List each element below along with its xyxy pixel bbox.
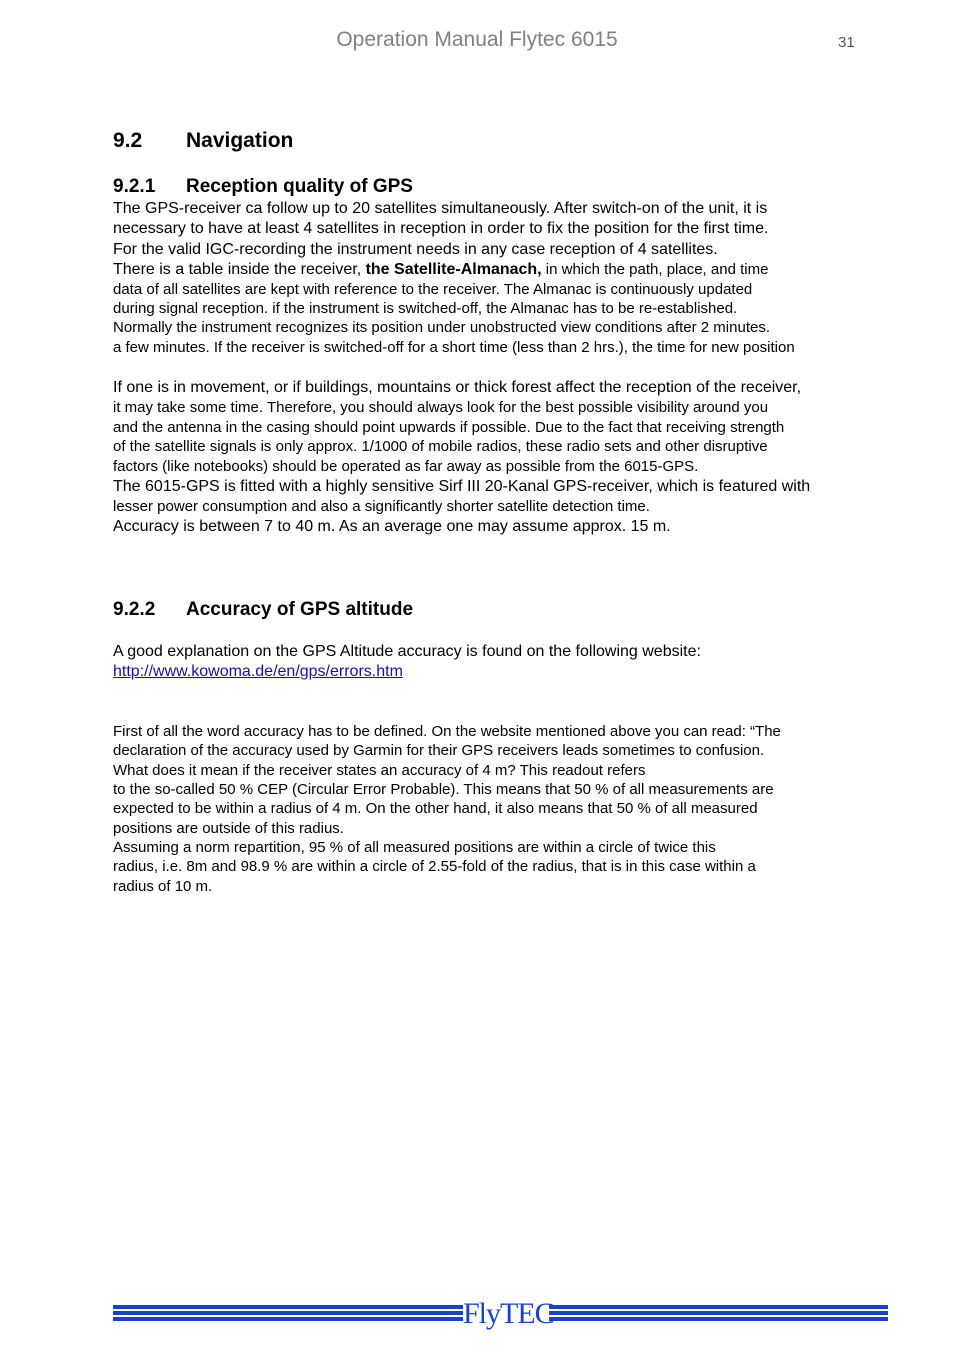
- body-line: it may take some time. Therefore, you should always look for the best possible visibility around you: [113, 399, 769, 416]
- body-line: expected to be within a radius of 4 m. On the other hand, it also means that 50 % of all measured: [113, 800, 758, 817]
- body-line: A good explanation on the GPS Altitude accuracy is found on the following website:: [113, 643, 701, 660]
- body-line: to the so-called 50 % CEP (Circular Error Probable). This means that 50 % of all measurements are: [113, 781, 774, 798]
- body-line: radius, i.e. 8m and 98.9 % are within a circle of 2.55-fold of the radius, that is in this case within a: [113, 858, 756, 875]
- body-line: If one is in movement, or if buildings, mountains or thick forest affect the reception of the receiver,: [113, 379, 802, 396]
- kowoma-link[interactable]: http://www.kowoma.de/en/gps/errors.htm: [113, 663, 403, 680]
- body-line: data of all satellites are kept with reference to the receiver. The Almanac is continuously updated: [113, 281, 753, 298]
- body-line: Normally the instrument recognizes its position under unobstructed view conditions after 2 minutes.: [113, 319, 770, 336]
- subsection-title: Reception quality of GPS: [186, 176, 413, 197]
- body-line: factors (like notebooks) should be operated as far away as possible from the 6015-GPS.: [113, 458, 699, 475]
- body-line: of the satellite signals is only approx. 1/1000 of mobile radios, these radio sets and other disruptive: [113, 438, 768, 455]
- flytec-logo: FlyTEC: [463, 1297, 554, 1330]
- body-line: positions are outside of this radius.: [113, 820, 344, 837]
- header-title: Operation Manual Flytec 6015: [336, 28, 618, 51]
- body-line: radius of 10 m.: [113, 878, 213, 895]
- almanac-suffix: in which the path, place, and time: [541, 261, 769, 278]
- body-line: The 6015-GPS is fitted with a highly sensitive Sirf III 20-Kanal GPS-receiver, which is featured with: [113, 478, 811, 495]
- body-line: The GPS-receiver ca follow up to 20 satellites simultaneously. After switch-on of the unit, it is: [113, 200, 768, 217]
- subsection-heading-altitude: [113, 599, 413, 621]
- body-line: declaration of the accuracy used by Garmin for their GPS receivers leads sometimes to confusion.: [113, 742, 765, 759]
- body-line: a few minutes. If the receiver is switched-off for a short time (less than 2 hrs.), the time for new position: [113, 339, 795, 356]
- body-line: lesser power consumption and also a significantly shorter satellite detection time.: [113, 498, 650, 515]
- subsection-heading-reception: [113, 176, 413, 198]
- body-line: during signal reception. if the instrument is switched-off, the Almanac has to be re-established.: [113, 300, 738, 317]
- section-number: 9.2: [113, 129, 143, 152]
- section-heading: [113, 129, 293, 153]
- subsection-number: 9.2.1: [113, 176, 156, 197]
- subsection-number: 9.2.2: [113, 599, 156, 620]
- body-line: What does it mean if the receiver states an accuracy of 4 m? This readout refers: [113, 762, 646, 779]
- almanac-bold: the Satellite-Almanach,: [365, 261, 542, 278]
- footer-brand-bar: [113, 1296, 888, 1332]
- body-line: Assuming a norm repartition, 95 % of all measured positions are within a circle of twice this: [113, 839, 716, 856]
- body-line-almanac: [113, 260, 768, 280]
- subsection-title: Accuracy of GPS altitude: [186, 599, 414, 620]
- body-line: First of all the word accuracy has to be defined. On the website mentioned above you can read: “The: [113, 723, 781, 740]
- section-title: Navigation: [186, 129, 294, 152]
- body-line: Accuracy is between 7 to 40 m. As an average one may assume approx. 15 m.: [113, 518, 671, 535]
- almanac-prefix: There is a table inside the receiver,: [113, 261, 366, 278]
- body-line: and the antenna in the casing should point upwards if possible. Due to the fact that receiving strength: [113, 419, 785, 436]
- page-number: 31: [838, 34, 855, 51]
- body-line: necessary to have at least 4 satellites in reception in order to fix the position for the first time.: [113, 220, 769, 237]
- body-line: For the valid IGC-recording the instrument needs in any case reception of 4 satellites.: [113, 241, 718, 258]
